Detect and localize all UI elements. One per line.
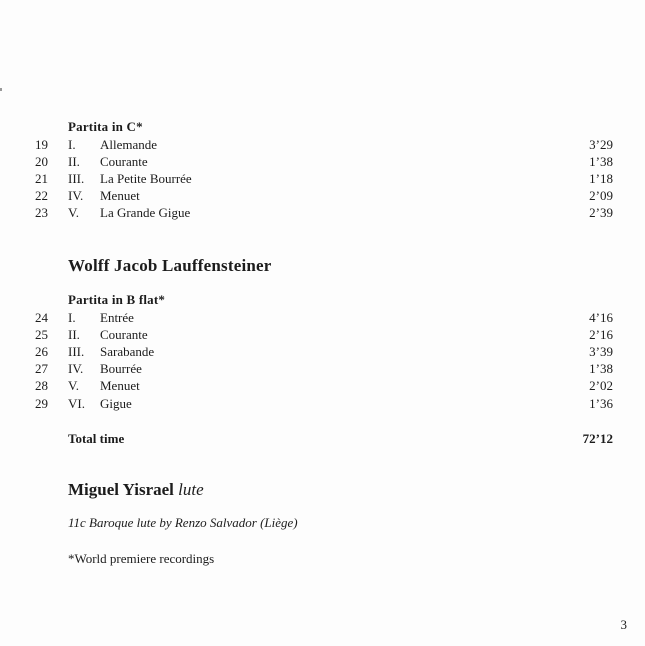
movement-title: Courante [100, 327, 148, 342]
track-number: 25 [35, 327, 48, 342]
track-duration: 2’39 [589, 205, 613, 220]
track-number: 22 [35, 188, 48, 203]
movement-title: Bourrée [100, 361, 142, 376]
track-duration: 4’16 [589, 310, 613, 325]
track-row [0, 136, 645, 153]
movement-numeral: II. [68, 327, 80, 342]
movement-numeral: IV. [68, 188, 84, 203]
total-time-label: Total time [68, 431, 125, 446]
partita-heading-b-flat: Partita in B flat* [68, 292, 166, 307]
movement-numeral: VI. [68, 396, 85, 411]
track-row [0, 360, 645, 377]
track-row [0, 204, 645, 221]
movement-title: Menuet [100, 188, 140, 203]
movement-title: Courante [100, 154, 148, 169]
track-number: 21 [35, 171, 48, 186]
page-number: 3 [620, 617, 627, 632]
track-duration: 2’02 [589, 378, 613, 393]
partita-heading-c: Partita in C* [68, 119, 143, 134]
track-row [0, 343, 645, 360]
total-time-value: 72’12 [582, 431, 613, 446]
track-row [0, 170, 645, 187]
movement-numeral: V. [68, 378, 79, 393]
track-row [0, 395, 645, 412]
track-row [0, 326, 645, 343]
movement-title: La Grande Gigue [100, 205, 191, 220]
track-number: 24 [35, 310, 48, 325]
track-row [0, 187, 645, 204]
track-number: 26 [35, 344, 48, 359]
composer-name: Wolff Jacob Lauffensteiner [68, 256, 272, 275]
performer-instrument: lute [178, 480, 204, 499]
track-row [0, 309, 645, 326]
track-number: 23 [35, 205, 48, 220]
movement-numeral: I. [68, 310, 76, 325]
track-duration: 1’36 [589, 396, 613, 411]
movement-title: Gigue [100, 396, 132, 411]
track-duration: 2’09 [589, 188, 613, 203]
track-number: 27 [35, 361, 48, 376]
performer-credit [68, 480, 204, 500]
movement-numeral: V. [68, 205, 79, 220]
movement-title: Allemande [100, 137, 158, 152]
margin-mark [0, 88, 2, 91]
track-number: 20 [35, 154, 48, 169]
movement-title: Sarabande [100, 344, 155, 359]
track-duration: 1’38 [589, 154, 613, 169]
movement-numeral: II. [68, 154, 80, 169]
track-number: 19 [35, 137, 48, 152]
track-row [0, 377, 645, 394]
movement-numeral: IV. [68, 361, 84, 376]
track-duration: 3’29 [589, 137, 613, 152]
movement-numeral: III. [68, 344, 85, 359]
movement-numeral: I. [68, 137, 76, 152]
movement-title: Menuet [100, 378, 140, 393]
track-number: 29 [35, 396, 48, 411]
movement-title: La Petite Bourrée [100, 171, 192, 186]
track-duration: 2’16 [589, 327, 613, 342]
track-duration: 3’39 [589, 344, 613, 359]
track-number: 28 [35, 378, 48, 393]
track-row [0, 153, 645, 170]
premiere-footnote: *World premiere recordings [68, 551, 215, 566]
track-duration: 1’18 [589, 171, 613, 186]
performer-name: Miguel Yisrael [68, 480, 174, 499]
instrument-note: 11c Baroque lute by Renzo Salvador (Liège) [68, 515, 298, 530]
movement-title: Entrée [100, 310, 134, 325]
track-duration: 1’38 [589, 361, 613, 376]
movement-numeral: III. [68, 171, 85, 186]
